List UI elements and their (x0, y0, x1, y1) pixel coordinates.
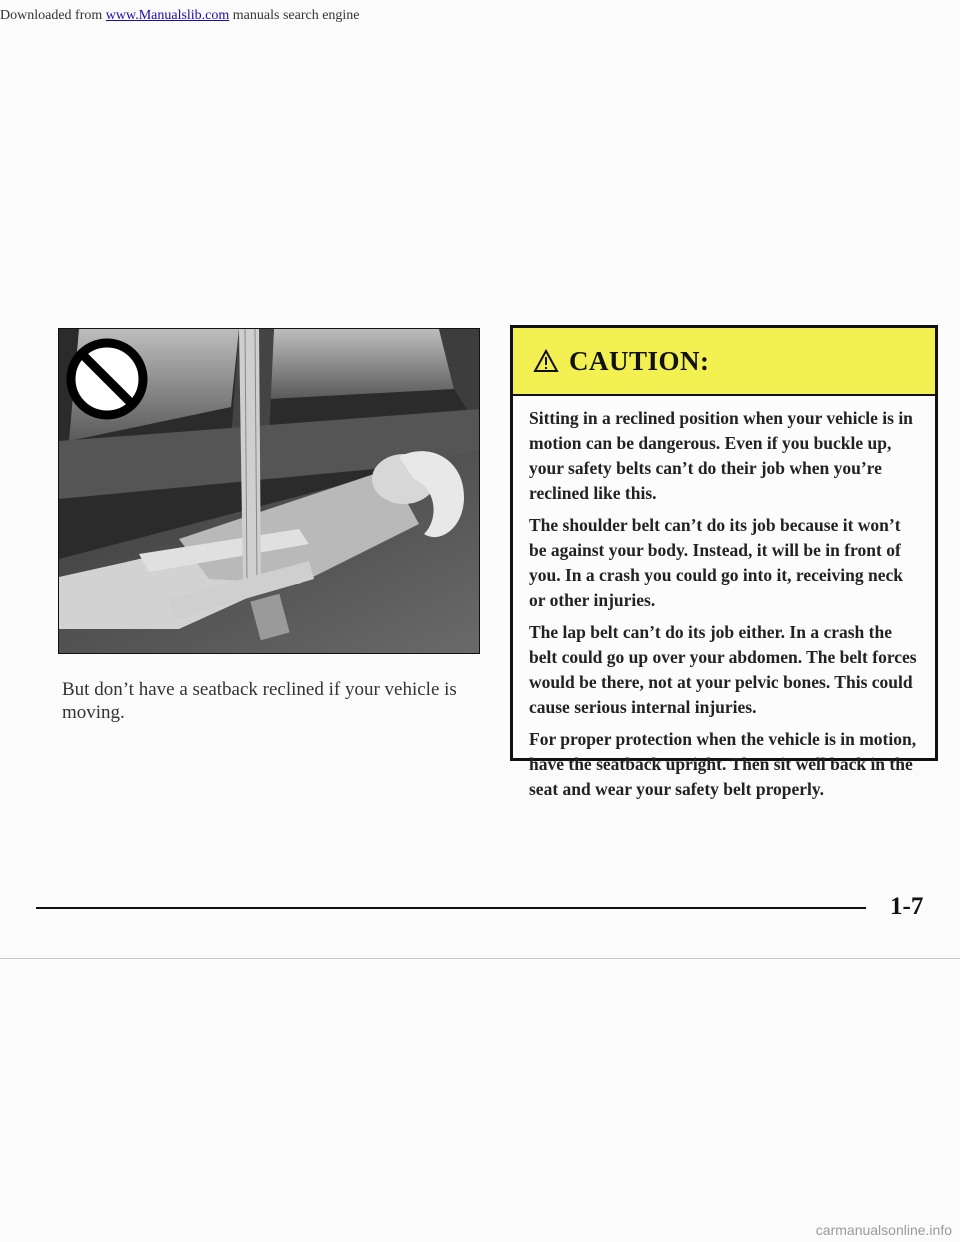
caution-box (510, 325, 938, 799)
caution-paragraph-2: The shoulder belt can’t do its job because it won’t be against your body. Instead, it will be in front of you. In a crash you could go into it, receiving neck or other injuries. (529, 515, 904, 610)
watermark: carmanualsonline.info (815, 1222, 952, 1238)
header-suffix: manuals search engine (232, 8, 360, 23)
page-number: 1-7 (890, 893, 924, 920)
page-bottom-divider (0, 958, 960, 959)
caution-title: CAUTION: (569, 345, 710, 376)
caution-paragraph-3: The lap belt can’t do its job either. In a crash the belt could go up over your abdomen. The belt forces would be there, not at your pelvic bones. This could cause serious internal injuries. (529, 622, 917, 717)
warning-triangle-icon (533, 349, 559, 373)
prohibition-icon (71, 343, 143, 415)
caution-text (513, 396, 935, 802)
download-header (0, 8, 360, 24)
footer-rule (36, 907, 866, 909)
caution-paragraph-1: Sitting in a reclined position when your vehicle is in motion can be dangerous. Even if you buckle up, your safety belts can’t do their job when you’re reclined like this. (529, 408, 913, 503)
figure-caption: But don’t have a seatback reclined if your vehicle is moving. (62, 679, 457, 723)
header-prefix: Downloaded from (0, 8, 103, 23)
manualslib-link[interactable]: www.Manualslib.com (105, 8, 230, 23)
caution-header (513, 328, 935, 396)
caution-paragraph-4: For proper protection when the vehicle is in motion, have the seatback upright. Then sit well back in the seat and wear your safety belt properly. (529, 729, 917, 799)
reclined-passenger-illustration (58, 328, 480, 654)
